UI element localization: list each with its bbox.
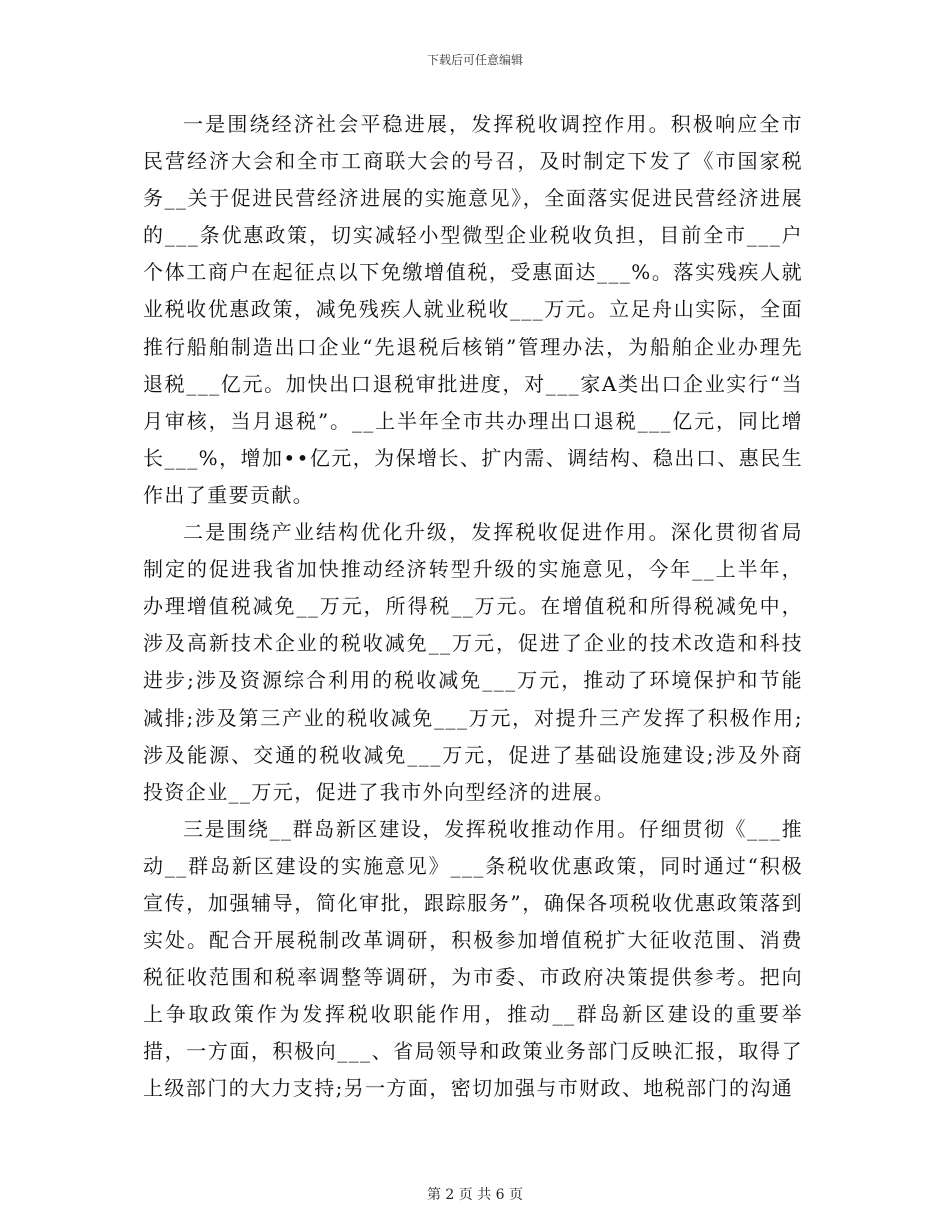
page-footer: 第 2 页 共 6 页 bbox=[426, 1187, 524, 1203]
paragraph-1: 一是围绕经济社会平稳进展，发挥税收调控作用。积极响应全市民营经济大会和全市工商联大会的号召，及时制定下发了《市国家税务__关于促进民营经济进展的实施意见》，全面落实促进民营经济进展的___条优惠政策，切实减轻小型微型企业税收负担，目前全市___户个体工商户在起征点以下免缴增值税，受惠面达___%。落实残疾人就业税收优惠政策，减免残疾人就业税收___万元。立足舟山实际，全面推行船舶制造出口企业“先退税后核销”管理办法，为船舶企业办理先退税___亿元。加快出口退税审批进度，对___家A类出口企业实行“当月审核，当月退税”。__上半年全市共办理出口退税___亿元，同比增长___%，增加••亿元，为保增长、扩内需、调结构、稳出口、惠民生作出了重要贡献。 bbox=[143, 112, 803, 507]
document-body bbox=[143, 106, 803, 1108]
page-header: 下载后可任意编辑 bbox=[426, 53, 523, 67]
paragraph-3: 三是围绕__群岛新区建设，发挥税收推动作用。仔细贯彻《___推动__群岛新区建设的实施意见》___条税收优惠政策，同时通过“积极宣传，加强辅导，简化审批，跟踪服务”，确保各项税收优惠政策落到实处。配合开展税制改革调研，积极参加增值税扩大征收范围、消费税征收范围和税率调整等调研，为市委、市政府决策提供参考。把向上争取政策作为发挥税收职能作用，推动__群岛新区建设的重要举措，一方面，积极向___、省局领导和政策业务部门反映汇报，取得了上级部门的大力支持;另一方面，密切加强与市财政、地税部门的沟通 bbox=[143, 816, 803, 1101]
paragraph-2: 二是围绕产业结构优化升级，发挥税收促进作用。深化贯彻省局制定的促进我省加快推动经济转型升级的实施意见，今年__上半年，办理增值税减免__万元，所得税__万元。在增值税和所得税减免中，涉及高新技术企业的税收减免__万元，促进了企业的技术改造和科技进步;涉及资源综合利用的税收减免___万元，推动了环境保护和节能减排;涉及第三产业的税收减免___万元，对提升三产发挥了积极作用;涉及能源、交通的税收减免___万元，促进了基础设施建设;涉及外商投资企业__万元，促进了我市外向型经济的进展。 bbox=[143, 520, 803, 804]
